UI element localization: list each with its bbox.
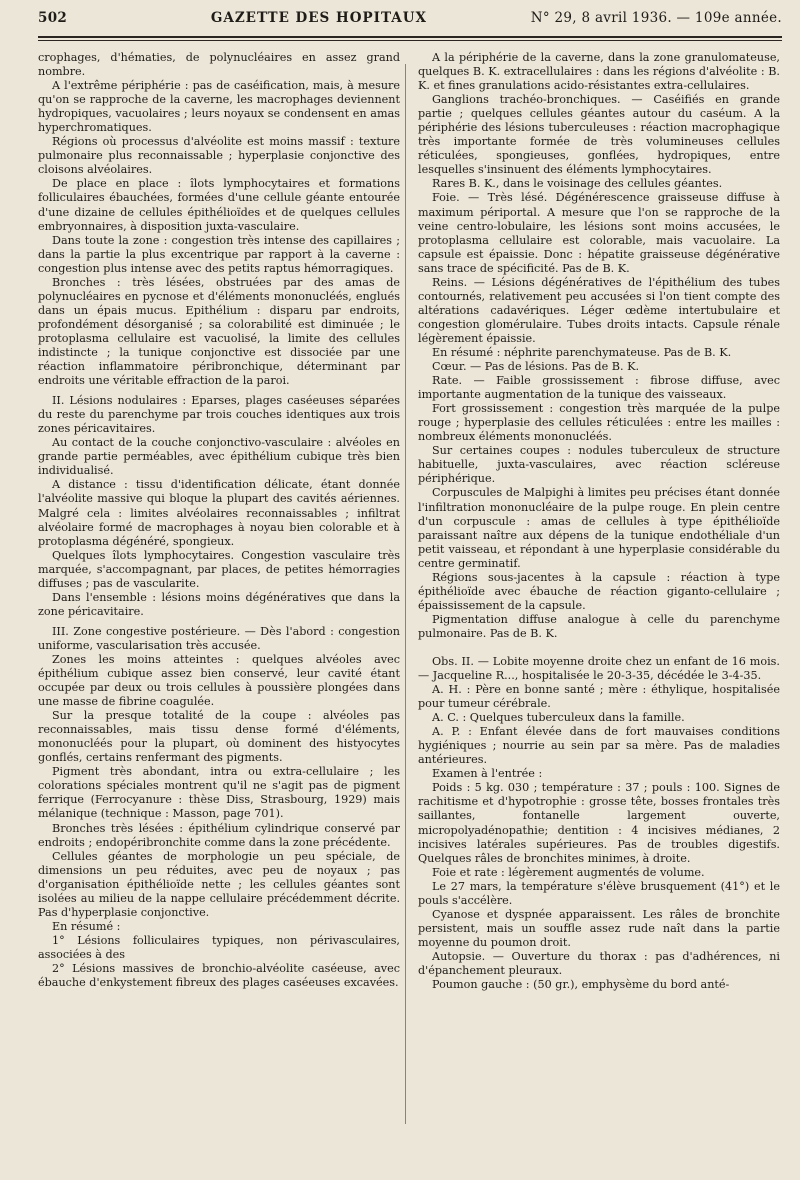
- paragraph: Cellules géantes de morphologie un peu spéciale, de dimensions un peu réduites, avec peu de noyaux ; pas d'organisation épithélioïde nette ; les cellules géantes sont isolées au milieu de la nappe cellulaire précédemment décrite. Pas d'hyperplasie conjonctive.: [38, 849, 400, 919]
- header-rule: [38, 36, 782, 38]
- paragraph: A. C. : Quelques tuberculeux dans la famille.: [432, 711, 685, 725]
- paragraph: Sur la presque totalité de la coupe : alvéoles pas reconnaissables, mais tissu dense formé d'éléments, mononucléés pour la plupart, où dominent des histyocytes gonflés, certains renfermant des pigments.: [38, 709, 400, 765]
- paragraph: crophages, d'hématies, de polynucléaires en assez grand nombre.: [38, 51, 400, 79]
- paragraph: En résumé :: [52, 919, 121, 933]
- paragraph: A l'extrême périphérie : pas de caséification, mais, à mesure qu'on se rapproche de la caverne, les macrophages deviennent hydropiques, vacuolaires ; leurs noyaux se condensent en amas hyperchromatiques.: [38, 79, 400, 135]
- paragraph: Pigment très abondant, intra ou extra-cellulaire ; les colorations spéciales montrent qu'il ne s'agit pas de pigment ferrique (Ferrocyanure : thèse Diss, Strasbourg, 1929) mais mélanique (technique : Masson, page 701).: [38, 765, 400, 821]
- paragraph: Reins. — Lésions dégénératives de l'épithélium des tubes contournés, relativement peu accusées si l'on tient compte des altérations cadavériques. Léger œdème intertubulaire et congestion glomérulaire. Tubes droits intacts. Capsule rénale légèrement épaissie.: [418, 275, 780, 345]
- paragraph: Autopsie. — Ouverture du thorax : pas d'adhérences, ni d'épanchement pleuraux.: [418, 949, 780, 977]
- paragraph: Zones les moins atteintes : quelques alvéoles avec épithélium cubique assez bien conservé, leur cavité étant occupée par deux ou trois cellules à poussière plongées dans une masse de fibrine coagulée.: [38, 652, 400, 709]
- paragraph: A. H. : Père en bonne santé ; mère : éthylique, hospitalisée pour tumeur cérébrale.: [418, 683, 780, 711]
- paragraph: A la périphérie de la caverne, dans la zone granulomateuse, quelques B. K. extracellulaires : dans les régions d'alvéolite : B. K. et fines granulations acido-résistantes extra-cellulaires.: [418, 51, 780, 93]
- paragraph: Cœur. — Pas de lésions. Pas de B. K.: [432, 360, 640, 374]
- paragraph: Foie et rate : légèrement augmentés de volume.: [432, 865, 705, 879]
- paragraph: A distance : tissu d'identification délicate, étant donnée l'alvéolite massive qui bloque la plupart des cavités aériennes. Malgré cela : limites alvéolaires reconnaissables ; infiltrat alvéolaire formé de macrophages à noyau bien colorable et à protoplasma dégénéré, spongieux.: [38, 478, 400, 548]
- page-number: 502: [38, 10, 68, 26]
- right-column: [418, 51, 780, 1161]
- paragraph: Cyanose et dyspnée apparaissent. Les râles de bronchite persistent, mais un souffle assez rude naît dans la partie moyenne du poumon droit.: [418, 907, 780, 949]
- issue-info: N° 29, 8 avril 1936. — 109e année.: [530, 10, 782, 26]
- paragraph: Pigmentation diffuse analogue à celle du parenchyme pulmonaire. Pas de B. K.: [418, 612, 780, 640]
- paragraph: Rate. — Faible grossissement : fibrose diffuse, avec importante augmentation de la tunique des vaisseaux.: [418, 374, 780, 402]
- paragraph: Rares B. K., dans le voisinage des cellules géantes.: [432, 177, 723, 191]
- paragraph: Fort grossissement : congestion très marquée de la pulpe rouge ; hyperplasie des cellules réticulées : entre les mailles : nombreux éléments mononucléés.: [418, 402, 780, 444]
- paragraph: Corpuscules de Malpighi à limites peu précises étant donnée l'infiltration mononucléaire de la pulpe rouge. En plein centre d'un corpuscule : amas de cellules à type épithélioïde paraissant naître aux dépens de la tunique endothéliale d'un petit vaisseau, et répondant à une hyperplasie considérable du centre germinatif.: [418, 486, 780, 570]
- paragraph: De place en place : îlots lymphocytaires et formations folliculaires ébauchées, formées d'une cellule géante entourée d'une dizaine de cellules épithélioïdes et de quelques cellules embryonnaires, à disposition juxta-vasculaire.: [38, 177, 400, 233]
- paragraph: Au contact de la couche conjonctivo-vasculaire : alvéoles en grande partie perméables, avec épithélium cubique très bien individualisé.: [38, 436, 400, 478]
- paragraph: Ganglions trachéo-bronchiques. — Caséifiés en grande partie ; quelques cellules géantes autour du caséum. A la périphérie des lésions tuberculeuses : réaction macrophagique très importante formée de très volumineuses cellules réticulées, spongieuses, gonflées, hydropiques, entre lesquelles s'insinuent des éléments lymphocytaires.: [418, 93, 780, 177]
- header-rule-thin: [38, 40, 782, 41]
- left-column: [38, 51, 400, 1161]
- paragraph: Obs. II. — Lobite moyenne droite chez un enfant de 16 mois. — Jacqueline R..., hospitalisée le 20-3-35, décédée le 3-4-35.: [418, 654, 780, 683]
- journal-title: GAZETTE DES HOPITAUX: [210, 10, 428, 26]
- paragraph: Foie. — Très lésé. Dégénérescence graisseuse diffuse à maximum périportal. A mesure que l'on se rapproche de la veine centro-lobulaire, les lésions sont moins accusées, le protoplasma cellulaire est colorable, mais vacuolaire. La capsule est épaissie. Donc : hépatite graisseuse dégénérative sans trace de spécificité. Pas de B. K.: [418, 191, 780, 275]
- paragraph: A. P. : Enfant élevée dans de fort mauvaises conditions hygiéniques ; nourrie au sein par sa mère. Pas de maladies antérieures.: [418, 725, 780, 767]
- column-divider: [405, 64, 406, 1124]
- paragraph: Sur certaines coupes : nodules tuberculeux de structure habituelle, juxta-vasculaires, avec réaction scléreuse périphérique.: [418, 444, 780, 486]
- paragraph: 2° Lésions massives de bronchio-alvéolite caséeuse, avec ébauche d'enkystement fibreux des plages caséeuses excavées.: [38, 962, 400, 990]
- paragraph: 1° Lésions folliculaires typiques, non périvasculaires, associées à des: [38, 933, 400, 961]
- paragraph: Examen à l'entrée :: [432, 767, 543, 781]
- paragraph: II. Lésions nodulaires : Eparses, plages caséeuses séparées du reste du parenchyme par trois couches identiques aux trois zones péricavitaires.: [38, 394, 400, 436]
- paragraph: Régions où processus d'alvéolite est moins massif : texture pulmonaire plus reconnaissable ; hyperplasie conjonctive des cloisons alvéolaires.: [38, 135, 400, 177]
- paragraph: Dans l'ensemble : lésions moins dégénératives que dans la zone péricavitaire.: [38, 590, 400, 618]
- paragraph: III. Zone congestive postérieure. — Dès l'abord : congestion uniforme, vascularisation très accusée.: [38, 624, 400, 652]
- text-columns: [38, 51, 782, 1161]
- paragraph: Quelques îlots lymphocytaires. Congestion vasculaire très marquée, s'accompagnant, par places, de petites hémorragies diffuses ; pas de vascularite.: [38, 548, 400, 590]
- paragraph: Dans toute la zone : congestion très intense des capillaires ; dans la partie la plus excentrique par rapport à la caverne : congestion plus intense avec des petits raptus hémorragiques.: [38, 233, 400, 275]
- paragraph: Poumon gauche : (50 gr.), emphysème du bord anté-: [432, 978, 730, 992]
- paragraph: Bronches : très lésées, obstruées par des amas de polynucléaires en pycnose et d'éléments mononucléés, englués dans un épais mucus. Epithélium : disparu par endroits, profondément désorganisé ; sa colorabilité est diminuée ; le protoplasma cellulaire est vacuolisé, la limite des cellules indistincte ; la tunique conjonctive est dissociée par une réaction inflammatoire péribronchique, déterminant par endroits une véritable effraction de la paroi.: [38, 275, 400, 388]
- paragraph: Poids : 5 kg. 030 ; température : 37 ; pouls : 100. Signes de rachitisme et d'hypotrophie : grosse tête, bosses frontales très saillantes, fontanelle largement ouverte, micropolyadénopathie; dentition : 4 incisives médianes, 2 incisives latérales supérieures. Pas de troubles digestifs. Quelques râles de bronchites minimes, à droite.: [418, 781, 780, 865]
- paragraph: Régions sous-jacentes à la capsule : réaction à type épithélioïde avec ébauche de réaction giganto-cellulaire ; épaississement de la capsule.: [418, 570, 780, 612]
- running-header: [38, 10, 782, 32]
- paragraph: Bronches très lésées : épithélium cylindrique conservé par endroits ; endopéribronchite comme dans la zone précédente.: [38, 821, 400, 849]
- paragraph: Le 27 mars, la température s'élève brusquement (41°) et le pouls s'accélère.: [418, 879, 780, 907]
- paragraph: En résumé : néphrite parenchymateuse. Pas de B. K.: [432, 345, 732, 359]
